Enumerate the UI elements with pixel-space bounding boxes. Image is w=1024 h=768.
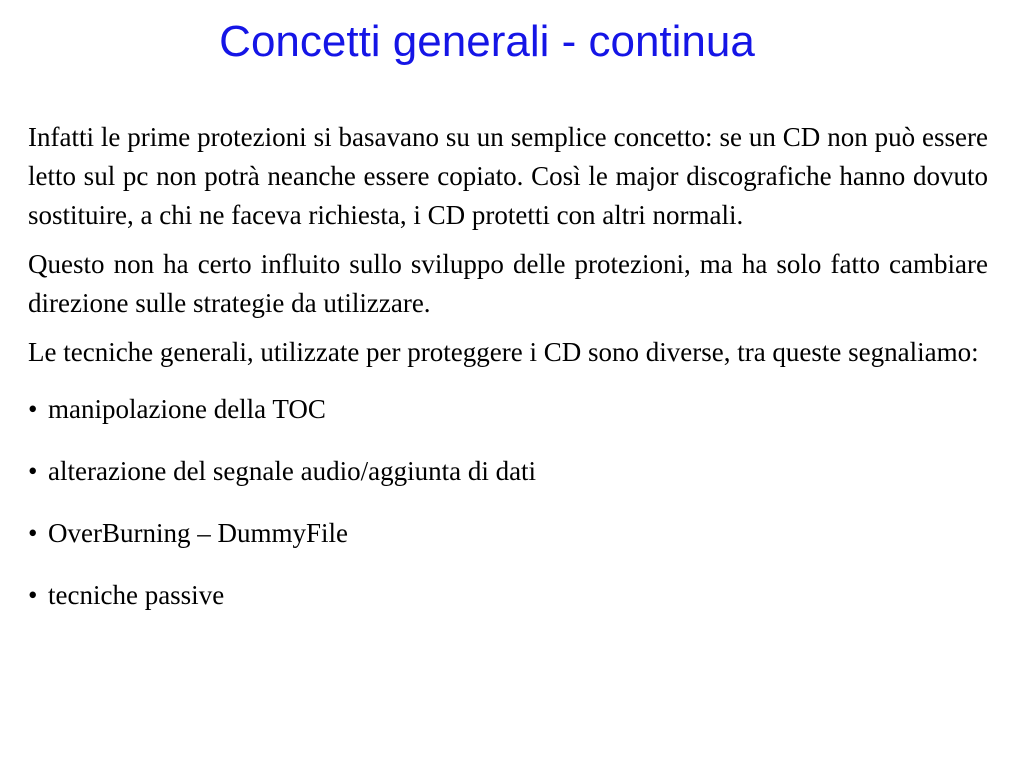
bullet-item	[28, 576, 988, 615]
bullet-text: manipolazione della TOC	[48, 394, 326, 424]
bullet-icon: •	[28, 518, 38, 548]
slide-body	[28, 118, 988, 638]
bullet-icon: •	[28, 580, 38, 610]
bullet-item	[28, 514, 988, 553]
paragraph-1: Infatti le prime protezioni si basavano su un semplice concetto: se un CD non può essere letto sul pc non potrà neanche essere copiato. Così le major discografiche hanno dovuto sostituire, a chi ne faceva richiesta, i CD protetti con altri normali.	[28, 122, 988, 230]
bullet-item	[28, 390, 988, 429]
bullet-icon: •	[28, 394, 38, 424]
bullet-text: OverBurning – DummyFile	[48, 518, 348, 548]
paragraph-3: Le tecniche generali, utilizzate per proteggere i CD sono diverse, tra queste segnaliamo:	[28, 337, 979, 367]
bullet-item	[28, 452, 988, 491]
paragraph-2: Questo non ha certo influito sullo sviluppo delle protezioni, ma ha solo fatto cambiare direzione sulle strategie da utilizzare.	[28, 249, 988, 318]
bullet-text: tecniche passive	[48, 580, 225, 610]
slide-title: Concetti generali - continua	[219, 17, 755, 66]
bullet-icon: •	[28, 456, 38, 486]
bullet-text: alterazione del segnale audio/aggiunta di dati	[48, 456, 537, 486]
